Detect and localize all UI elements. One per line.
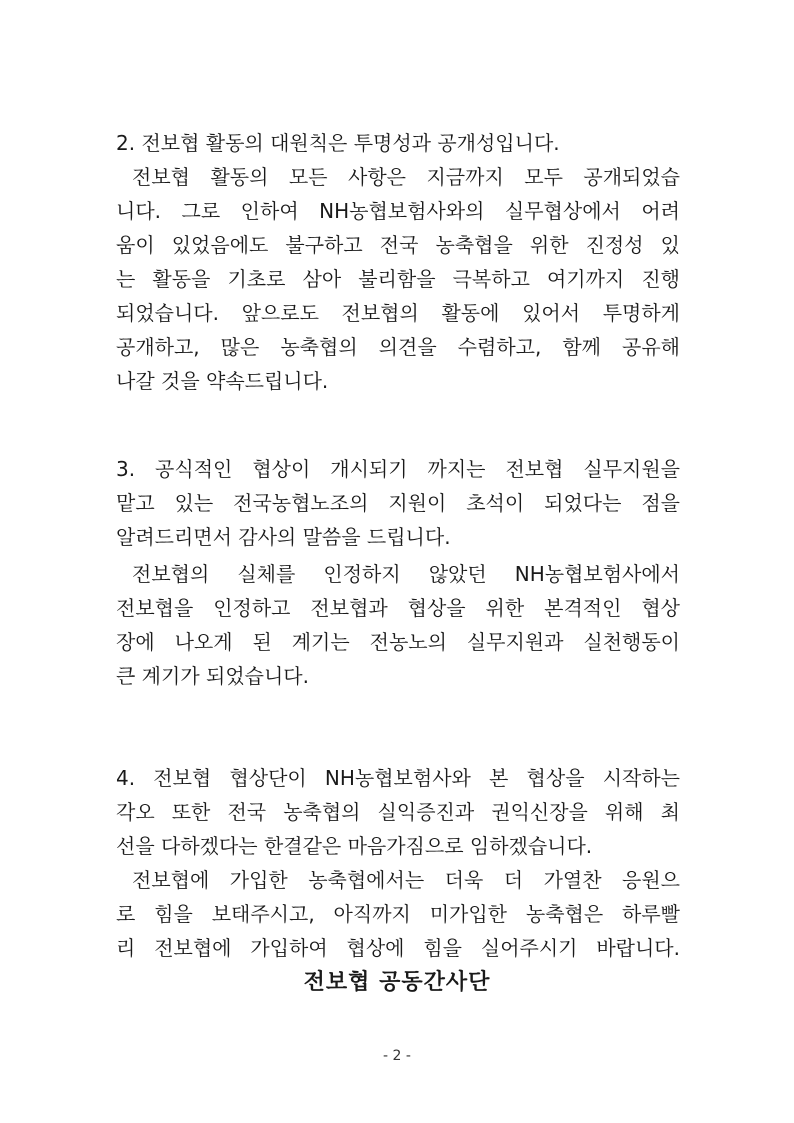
paragraph-line: 전보협의 실체를 인정하지 않았던 NH농협보험사에서: [132, 562, 680, 586]
paragraph-line: 장에 나오게 된 계기는 전농노의 실무지원과 실천행동이: [116, 630, 680, 654]
section-2-heading: 2. 전보협 활동의 대원칙은 투명성과 공개성입니다.: [116, 131, 560, 155]
paragraph-line: 각오 또한 전국 농축협의 실익증진과 권익신장을 위해 최: [116, 800, 680, 824]
section-3-heading: 3. 공식적인 협상이 개시되기 까지는 전보협 실무지원을: [116, 457, 680, 481]
paragraph-line: 전보협 활동의 모든 사항은 지금까지 모두 공개되었습: [132, 165, 680, 189]
paragraph-line: 로 힘을 보태주시고, 아직까지 미가입한 농축협은 하루빨: [116, 902, 680, 926]
section-4-heading: 4. 전보협 협상단이 NH농협보험사와 본 협상을 시작하는: [116, 766, 680, 790]
page-number: - 2 -: [383, 1048, 411, 1064]
paragraph-line: 맡고 있는 전국농협노조의 지원이 초석이 되었다는 점을: [116, 491, 680, 515]
paragraph-line: 전보협을 인정하고 전보협과 협상을 위한 본격적인 협상: [116, 596, 680, 620]
paragraph-line: 공개하고, 많은 농축협의 의견을 수렴하고, 함께 공유해: [116, 335, 680, 359]
paragraph-line: 되었습니다. 앞으로도 전보협의 활동에 있어서 투명하게: [116, 301, 680, 325]
paragraph-line: 리 전보협에 가입하여 협상에 힘을 실어주시기 바랍니다.: [116, 936, 680, 960]
paragraph-line: 니다. 그로 인하여 NH농협보험사와의 실무협상에서 어려: [116, 199, 680, 223]
paragraph-line: 는 활동을 기초로 삼아 불리함을 극복하고 여기까지 진행: [116, 267, 680, 291]
paragraph-line: 움이 있었음에도 불구하고 전국 농축협을 위한 진정성 있: [116, 233, 680, 257]
paragraph-line: 알려드리면서 감사의 말씀을 드립니다.: [116, 525, 451, 549]
paragraph-line: 나갈 것을 약속드립니다.: [116, 369, 329, 393]
paragraph-line: 큰 계기가 되었습니다.: [116, 664, 309, 688]
paragraph-line: 전보협에 가입한 농축협에서는 더욱 더 가열찬 응원으: [132, 868, 680, 892]
paragraph-line: 선을 다하겠다는 한결같은 마음가짐으로 임하겠습니다.: [116, 834, 593, 858]
signature: 전보협 공동간사단: [303, 970, 491, 995]
